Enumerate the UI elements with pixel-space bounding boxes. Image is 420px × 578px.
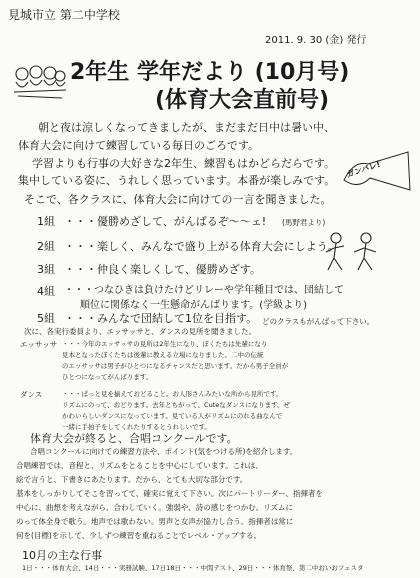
chorus-line: 合唱コンクールに向けての練習方法や、ポイント(気をつける所)を紹介します。 — [30, 447, 298, 456]
children-illustration — [12, 62, 68, 112]
dance-line: 一緒に手拍子をしてくれたりするとうれしいです。 — [62, 423, 211, 431]
intro-line: 学習よりも行事の大好きな2年生、練習もはかどらだらです。 — [32, 157, 336, 170]
chorus-line: 基本をしっかりしてそこを習ってて、確実に覚えて下さい。次にパートリーダー、指揮者を — [16, 489, 324, 498]
chorus-line: 絵で言うと、下書きにあたります。だから、とても大切な部分です。 — [16, 475, 248, 484]
chorus-line: 中心に、曲想を考えながら、合わしていく。強弱や、詩の感じをつかむ。リズムに — [16, 503, 294, 512]
class-note: どのクラスもがんばって下さい。 — [262, 317, 375, 326]
dance-line: リズムにのって、おどります。去年とちがって、Cuteなダンスになります。ぜ — [62, 401, 291, 409]
class-label: 3組 — [37, 263, 55, 276]
class-label: 4組 — [37, 285, 55, 298]
class-comment: ・・・楽しく、みんなで盛り上がる体育大会にしよう。 — [64, 240, 339, 253]
class-note: (馬野君より) — [282, 218, 326, 227]
chorus-line: のって体全身で歌う。地声では歌わない。男声と女声が協力し合う。指揮者は常に — [16, 517, 294, 526]
essassa-line: 見本となったぼくたちは後輩に教える立場になりました。二中の伝統 — [62, 351, 264, 359]
newsletter-title: 2年生 学年だより (10月号) — [70, 60, 350, 85]
essassa-label: エッサッサ — [20, 340, 58, 349]
class-label: 2組 — [37, 240, 55, 253]
essassa-line: ひとつになってがんばります。 — [62, 373, 153, 381]
school-name: 見城市立 第二中学校 — [8, 8, 120, 22]
dance-label: ダンス — [20, 390, 43, 399]
intro-line: 集中している姿に、うれしく思っています。本番が楽しみです。 — [18, 174, 336, 187]
events-list: 1日・・・体育大会、14日・・・実務試験、17日18日・・・中間テスト、29日・・・体育祭、第二中おいおフェスタ — [22, 564, 364, 572]
intro-line: 朝と夜は涼しくなってきましたが、まだまだ日中は暑い中、 — [38, 121, 335, 134]
chorus-intro: 体育大会が終ると、合唱コンクールです。 — [30, 432, 238, 445]
chorus-line: 何を(目標)を示して、少しずつ練習を重ねることでレベル・アップする。 — [16, 531, 262, 540]
shout-text: ガンバレ! — [345, 159, 382, 180]
intro-line: 体育大会に向けて練習している毎日のごろです。 — [18, 139, 260, 152]
class-comment: ・・・優勝めざして、がんばるぞ〜〜ェ! — [64, 215, 267, 228]
chorus-line: 合唱練習では、音程と、リズムをとることを中心にしています。これは、 — [16, 461, 263, 470]
class-label: 1組 — [37, 215, 55, 228]
class-comment: 順位に関係なく一生懸命がんばります。(学級より) — [80, 300, 308, 311]
issue-date: 2011. 9. 30 (金) 発行 — [265, 35, 367, 46]
special-intro: 次に、各実行委員より、エッサッサと、ダンスの見所を聞きました。 — [24, 327, 257, 336]
dance-line: ・・・ぱっと見を揃えておどること。お人形さんみたいな所から見所です。 — [62, 390, 283, 398]
class-comment: ・・・つなひきは負けたけどリレーや学年種目では、団結して — [64, 285, 344, 296]
class-comment: ・・・仲良く楽しくして、優勝めざす。 — [64, 263, 261, 276]
newsletter-subtitle: (体育大会直前号) — [155, 88, 330, 113]
events-title: 10月の主な行事 — [22, 549, 102, 562]
running-kids-illustration — [322, 230, 382, 276]
class-comment: ・・・みんなで団結して1位を目指す。 — [64, 312, 258, 325]
intro-line: そこで、各クラスに、体育大会に向けての一言を聞きました。 — [24, 193, 332, 206]
essassa-line: のエッサッサは男子がひとつになるチャンスだと思います。だから男子全員が — [62, 362, 289, 370]
essassa-line: ・・・今年のエッサッサの見所は2年生になり、ぼくたちは先輩になり — [62, 340, 268, 348]
dance-line: かわいらしいダンスになっています。見ている人がリズムにのれる曲なんで — [62, 412, 283, 420]
class-label: 5組 — [37, 312, 55, 325]
